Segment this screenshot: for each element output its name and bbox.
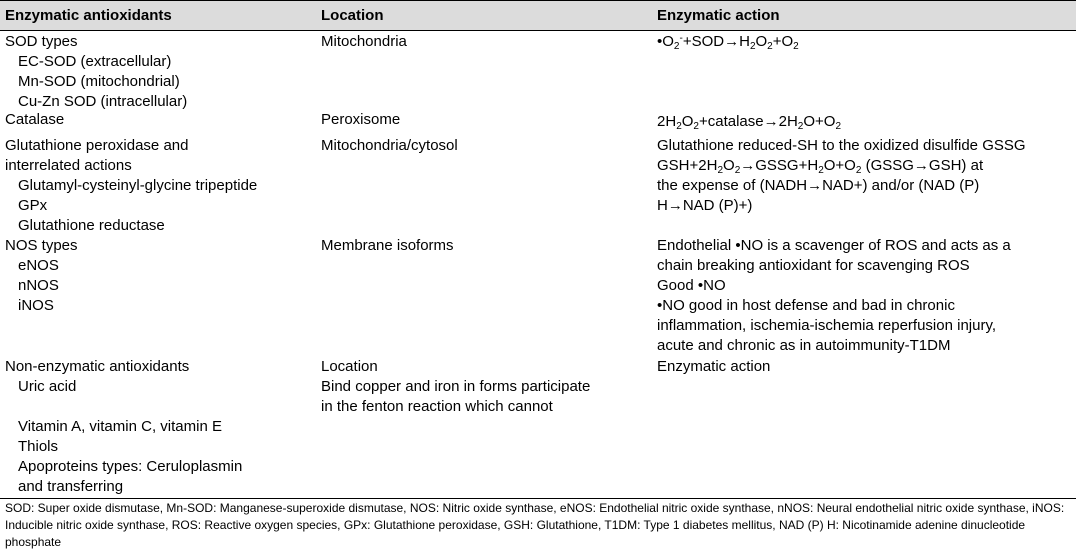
nonenz-sub-vitamins: Vitamin A, vitamin C, vitamin E xyxy=(18,418,222,435)
nonenz-sub-transferring: and transferring xyxy=(18,478,124,495)
gpx-action-line3: the expense of (NADH→NAD+) and/or (NAD (P) xyxy=(657,177,980,194)
gpx-location: Mitochondria/cytosol xyxy=(321,137,458,154)
table-footnote: SOD: Super oxide dismutase, Mn-SOD: Manganese-superoxide dismutase, NOS: Nitric oxide synthase, eNOS: Endothelial nitric oxide synthase, nNOS: Neural endothelial nitric oxide synthase, iNOS: Inducible nitric oxide synthase, ROS: Reactive oxygen species, GPx: Glutathione peroxidase, GSH: Glutathione, T1DM: Type 1 diabetes mellitus, NAD (P) H: Nicotinamide adenine dinucleotide phosphate xyxy=(5,501,1065,549)
nonenz-sub-apoproteins: Apoproteins types: Ceruloplasmin xyxy=(18,458,243,475)
nonenz-location-line2: Bind copper and iron in forms participate xyxy=(321,378,591,395)
nonenz-name: Non-enzymatic antioxidants xyxy=(5,358,190,375)
nos-sub-inos: iNOS xyxy=(18,297,54,314)
nos-sub-nnos: nNOS xyxy=(18,277,59,294)
gpx-action-line4: H→NAD (P)+) xyxy=(657,197,753,214)
sod-sub-ec: EC-SOD (extracellular) xyxy=(18,53,172,70)
gpx-action-line2: $GSH+2H_2O_2\to GSSG+H_2O+O_2$ (GSSG→GSH) at xyxy=(657,157,984,176)
nos-action-line5: inflammation, ischemia-ischemia reperfusion injury, xyxy=(657,317,997,334)
nos-action-line3: Good •NO xyxy=(657,277,726,294)
sod-sub-cuzn: Cu-Zn SOD (intracellular) xyxy=(18,93,188,110)
nos-sub-enos: eNOS xyxy=(18,257,59,274)
header-enzymatic-antioxidants: Enzymatic antioxidants xyxy=(5,7,172,24)
header-location: Location xyxy=(321,7,384,24)
catalase-name: Catalase xyxy=(5,111,65,128)
nonenz-sub-thiols: Thiols xyxy=(18,438,59,455)
nonenz-sub-uric-acid: Uric acid xyxy=(18,378,77,395)
nos-action-line1: Endothelial •NO is a scavenger of ROS and acts as a xyxy=(657,237,1011,254)
catalase-location: Peroxisome xyxy=(321,111,401,128)
nos-action-line6: acute and chronic as in autoimmunity-T1DM xyxy=(657,337,951,354)
nos-location: Membrane isoforms xyxy=(321,237,454,254)
gpx-name-line2: interrelated actions xyxy=(5,157,132,174)
header-enzymatic-action: Enzymatic action xyxy=(657,7,780,24)
gpx-sub-tripeptide: Glutamyl-cysteinyl-glycine tripeptide xyxy=(18,177,258,194)
gpx-name-line1: Glutathione peroxidase and xyxy=(5,137,189,154)
sod-name: SOD types xyxy=(5,33,78,50)
nonenz-location-line3: in the fenton reaction which cannot xyxy=(321,398,553,415)
nonenz-action: Enzymatic action xyxy=(657,358,771,375)
nonenz-location: Location xyxy=(321,358,378,375)
nos-name: NOS types xyxy=(5,237,78,254)
nos-action-line4: •NO good in host defense and bad in chronic xyxy=(657,297,955,314)
gpx-sub-gpx: GPx xyxy=(18,197,48,214)
catalase-action: $2H_2O_2+catalase\to 2H_2O+O_2$ xyxy=(657,113,842,132)
gpx-sub-reductase: Glutathione reductase xyxy=(18,217,165,234)
sod-location: Mitochondria xyxy=(321,33,407,50)
gpx-action-line1: Glutathione reduced-SH to the oxidized disulfide GSSG xyxy=(657,137,1026,154)
nos-action-line2: chain breaking antioxidant for scavenging ROS xyxy=(657,257,970,274)
table-header xyxy=(0,0,1076,31)
sod-sub-mn: Mn-SOD (mitochondrial) xyxy=(18,73,180,90)
sod-action: $•O_2^-+SOD\to H_2O_2+O_2$ xyxy=(657,33,799,52)
table-bottom-rule xyxy=(0,498,1076,499)
